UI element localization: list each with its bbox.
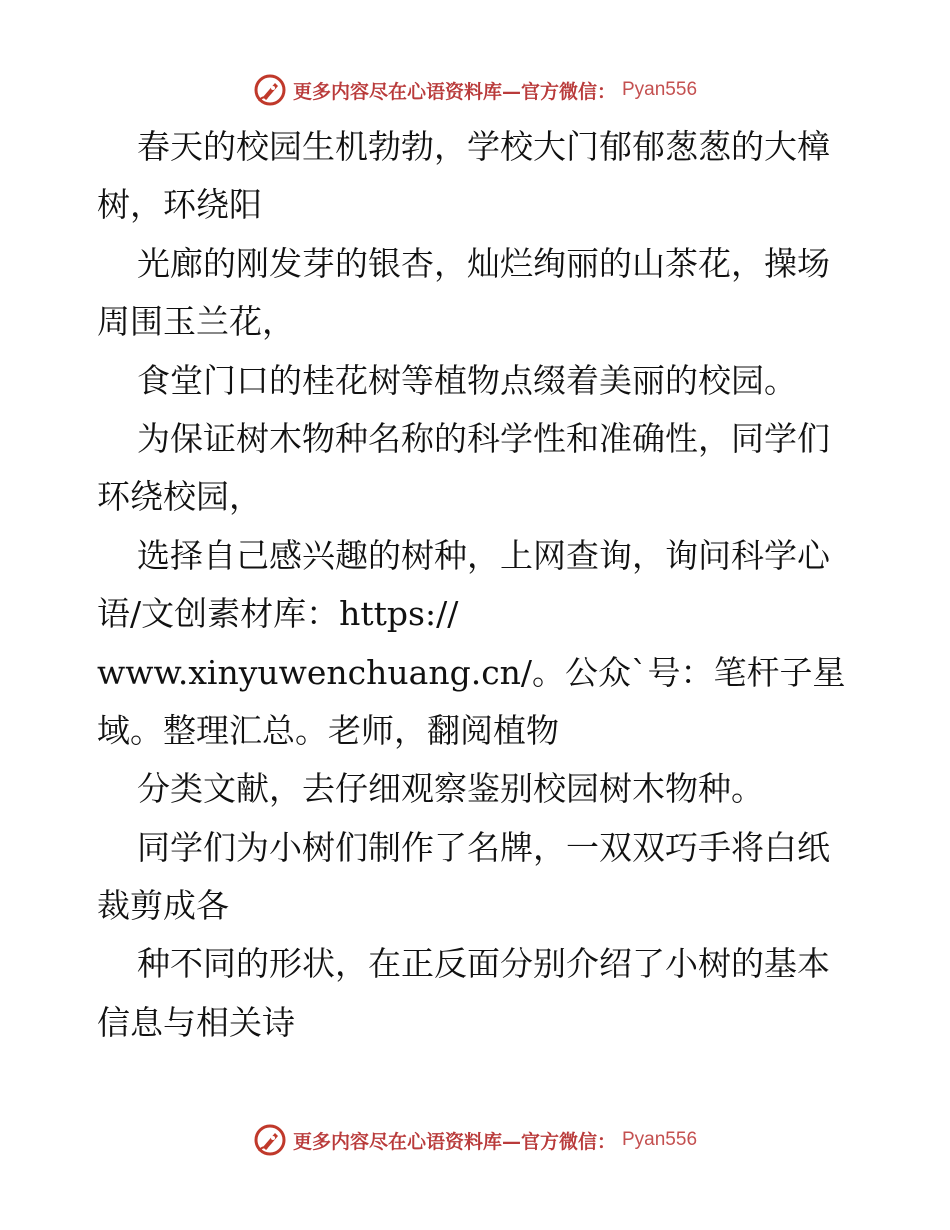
body-line: 域。整理汇总。老师，翻阅植物 bbox=[97, 710, 559, 750]
watermark-wechat-id: Pyan556 bbox=[622, 79, 698, 100]
body-line: 光廊的刚发芽的银杏，灿烂绚丽的山茶花，操场 bbox=[137, 243, 830, 283]
watermark-text: 更多内容尽在心语资料库—官方微信： bbox=[292, 1130, 616, 1153]
body-line: 周围玉兰花， bbox=[97, 302, 295, 342]
body-line: 食堂门口的桂花树等植物点缀着美丽的校园。 bbox=[137, 360, 797, 400]
body-line: 语/文创素材库：https:// bbox=[97, 594, 459, 634]
body-line: 树，环绕阳 bbox=[97, 185, 262, 225]
watermark-wechat-id: Pyan556 bbox=[622, 1129, 698, 1150]
body-line: 春天的校园生机勃勃，学校大门郁郁葱葱的大樟 bbox=[137, 127, 830, 166]
watermark-text: 更多内容尽在心语资料库—官方微信： bbox=[292, 80, 616, 103]
body-line: 同学们为小树们制作了名牌，一双双巧手将白纸 bbox=[137, 827, 830, 867]
document-body bbox=[97, 118, 857, 1052]
body-line: 选择自己感兴趣的树种，上网查询，询问科学心 bbox=[137, 535, 830, 575]
pen-nib-logo-icon bbox=[253, 73, 287, 107]
pen-nib-logo-icon bbox=[253, 1123, 287, 1157]
body-line: www.xinyuwenchuang.cn/。公众`号：笔杆子星 bbox=[97, 652, 846, 692]
body-line: 信息与相关诗 bbox=[97, 1002, 295, 1042]
body-line: 环绕校园， bbox=[97, 477, 262, 517]
footer-watermark bbox=[0, 1120, 950, 1160]
body-line: 裁剪成各 bbox=[97, 886, 229, 926]
body-line: 种不同的形状，在正反面分别介绍了小树的基本 bbox=[137, 944, 830, 984]
body-line: 分类文献，去仔细观察鉴别校园树木物种。 bbox=[137, 769, 764, 809]
body-line: 为保证树木物种名称的科学性和准确性，同学们 bbox=[137, 418, 830, 458]
header-watermark bbox=[0, 70, 950, 110]
